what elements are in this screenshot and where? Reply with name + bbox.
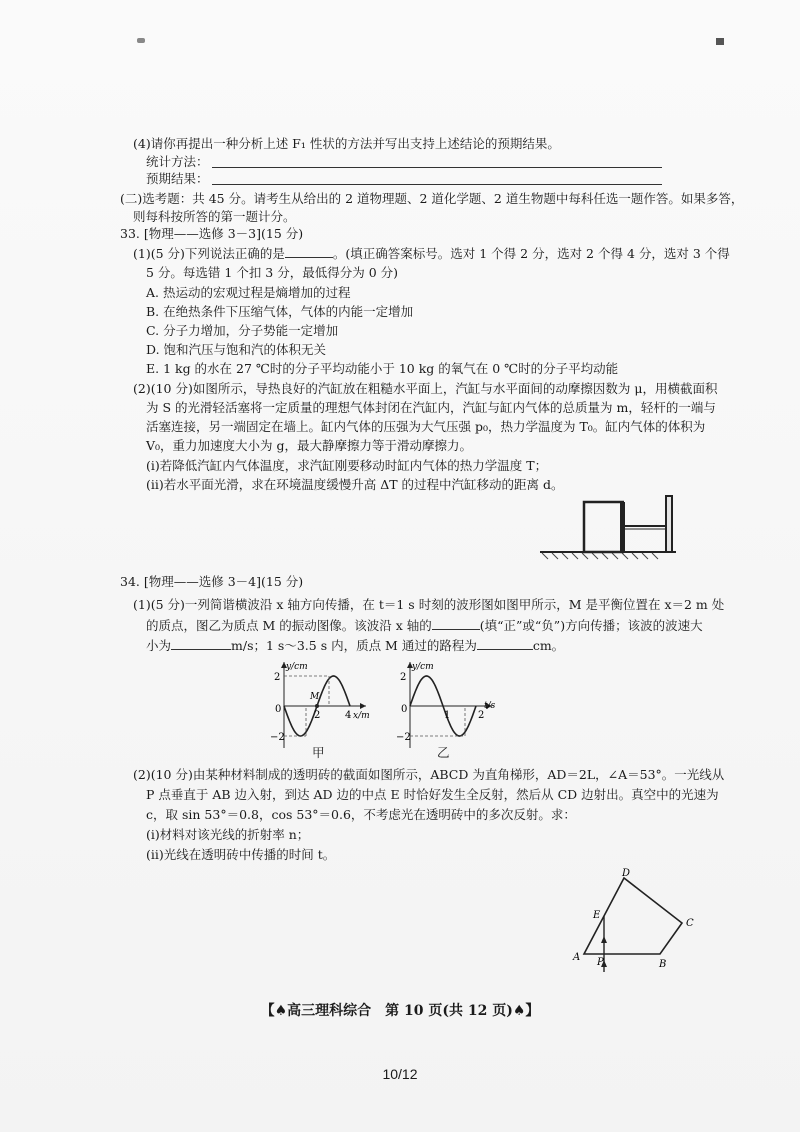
cylinder-diagram xyxy=(538,492,678,562)
answer-blank xyxy=(171,637,231,650)
question-4-text: (4)请你再提出一种分析上述 F₁ 性状的方法并写出支持上述结论的预期结果。 xyxy=(133,136,560,151)
cylinder-body xyxy=(584,502,624,552)
q34-part1-stem xyxy=(146,617,703,635)
answer-blank xyxy=(432,617,480,630)
origin-label: 0 xyxy=(401,704,408,715)
y-tick-top: 2 xyxy=(274,672,281,683)
answer-line xyxy=(212,184,662,185)
question-34-title: 34. [物理——选修 3－4](15 分) xyxy=(120,574,304,589)
answer-blank xyxy=(285,245,333,258)
q34-part2-stem: c，取 sin 53°＝0.8，cos 53°＝0.6，不考虑光在透明砖中的多次反射。求： xyxy=(146,807,576,822)
piston xyxy=(620,502,625,552)
x-axis-arrow xyxy=(360,703,366,709)
statistics-method-label: 统计方法： xyxy=(146,154,209,169)
answer-blank xyxy=(477,637,533,650)
q34-part2-stem: (2)(10 分)由某种材料制成的透明砖的截面如图所示，ABCD 为直角梯形，AD＝2L，∠A＝53°。一光线从 xyxy=(133,767,725,782)
question-33-title: 33. [物理——选修 3－3](15 分) xyxy=(120,226,304,241)
wall xyxy=(666,496,672,552)
q34-subquestion-ii: (ⅱ)光线在透明砖中传播的时间 t。 xyxy=(146,847,336,862)
t-axis-label: t/s xyxy=(484,701,496,711)
q33-scoring-note: 5 分。每选错 1 个扣 3 分，最低得分为 0 分) xyxy=(146,265,399,280)
question-33-part1 xyxy=(133,245,730,263)
q34-subquestion-i: (ⅰ)材料对该光线的折射率 n； xyxy=(146,827,310,842)
ray-arrow xyxy=(601,936,607,943)
graph-jia-caption: 甲 xyxy=(312,745,325,760)
q33-stem: (1)(5 分)下列说法正确的是 xyxy=(133,246,285,261)
y-axis-label: y/cm xyxy=(412,662,434,672)
y-tick-bottom: −2 xyxy=(396,732,411,743)
point-P: P xyxy=(597,957,604,968)
scan-mark xyxy=(137,38,145,43)
q34-stem: 小为 xyxy=(146,638,172,653)
y-tick-bottom: −2 xyxy=(270,732,285,743)
vertex-B: B xyxy=(659,959,667,970)
point-M-label: M xyxy=(310,692,320,702)
option-A: A. 热运动的宏观过程是熵增加的过程 xyxy=(146,285,351,300)
answer-line xyxy=(212,167,662,168)
vibration-graph-yi xyxy=(388,656,498,756)
point-E: E xyxy=(593,910,601,921)
option-C: C. 分子力增加，分子势能一定增加 xyxy=(146,323,339,338)
q34-part1-stem: (1)(5 分)一列简谐横波沿 x 轴方向传播，在 t＝1 s 时刻的波形图如图甲所示，M 是平衡位置在 x＝2 m 处 xyxy=(133,597,725,612)
y-axis-label: y/cm xyxy=(286,662,308,672)
elective-instructions-cont: 则每科按所答的第一题计分。 xyxy=(133,209,296,224)
q33-part2-stem: (2)(10 分)如图所示，导热良好的汽缸放在粗糙水平面上，汽缸与水平面间的动摩擦因数为 μ，用横截面积 xyxy=(133,381,718,396)
q33-part2-stem: 活塞连接，另一端固定在墙上。缸内气体的压强为大气压强 p₀，热力学温度为 T₀。缸内气体的体积为 xyxy=(146,419,706,434)
scan-mark xyxy=(716,38,724,45)
point-M-marker xyxy=(315,704,319,708)
option-B: B. 在绝热条件下压缩气体，气体的内能一定增加 xyxy=(146,304,414,319)
x-tick-2: 2 xyxy=(314,710,321,721)
x-tick-4: 4 xyxy=(345,710,352,721)
q34-stem-end: cm。 xyxy=(532,638,565,653)
option-E: E. 1 kg 的水在 27 ℃时的分子平均动能小于 10 kg 的氧气在 0 ℃时的分子平均动能 xyxy=(146,361,619,376)
q34-stem-cont: (填“正”或“负”)方向传播；该波的波速大 xyxy=(479,618,703,633)
vertex-D: D xyxy=(622,868,631,879)
expected-result-label: 预期结果： xyxy=(146,171,209,186)
q33-subquestion-i: (ⅰ)若降低汽缸内气体温度，求汽缸刚要移动时缸内气体的热力学温度 T； xyxy=(146,458,548,473)
t-tick-2: 2 xyxy=(478,710,485,721)
q33-subquestion-ii: (ⅱ)若水平面光滑，求在环境温度缓慢升高 ΔT 的过程中汽缸移动的距离 d。 xyxy=(146,477,564,492)
graph-yi-caption: 乙 xyxy=(437,745,450,760)
q33-part2-stem: V₀，重力加速度大小为 g，最大静摩擦力等于滑动摩擦力。 xyxy=(146,438,473,453)
option-D: D. 饱和汽压与饱和汽的体积无关 xyxy=(146,342,327,357)
q34-stem: 的质点，图乙为质点 M 的振动图像。该波沿 x 轴的 xyxy=(146,618,432,633)
q33-stem-cont: 。(填正确答案标号。选对 1 个得 2 分，选对 2 个得 4 分，选对 3 个得 xyxy=(332,246,730,261)
page-number: 10/12 xyxy=(382,1066,418,1082)
x-axis-label: x/m xyxy=(353,711,370,721)
q34-stem-cont: m/s；1 s～3.5 s 内，质点 M 通过的路程为 xyxy=(231,638,477,653)
y-tick-top: 2 xyxy=(400,672,407,683)
trapezoid-diagram xyxy=(562,868,702,978)
ground-hatch xyxy=(542,553,658,559)
origin-label: 0 xyxy=(275,704,282,715)
q34-part1-stem xyxy=(146,637,564,655)
q34-part2-stem: P 点垂直于 AB 边入射，到达 AD 边的中点 E 时恰好发生全反射，然后从 CD 边射出。真空中的光速为 xyxy=(146,787,719,802)
page-footer: 【♠高三理科综合 第 10 页(共 12 页)♠】 xyxy=(260,1003,540,1019)
elective-instructions: (二)选考题：共 45 分。请考生从给出的 2 道物理题、2 道化学题、2 道生物题中每科任选一题作答。如果多答， xyxy=(120,191,744,206)
vertex-C: C xyxy=(686,918,694,929)
vertex-A: A xyxy=(573,952,581,963)
wave-graph-jia xyxy=(262,656,372,756)
t-tick-1: 1 xyxy=(444,710,451,721)
q33-part2-stem: 为 S 的光滑轻活塞将一定质量的理想气体封闭在汽缸内，汽缸与缸内气体的总质量为 m，轻杆的一端与 xyxy=(146,400,716,415)
